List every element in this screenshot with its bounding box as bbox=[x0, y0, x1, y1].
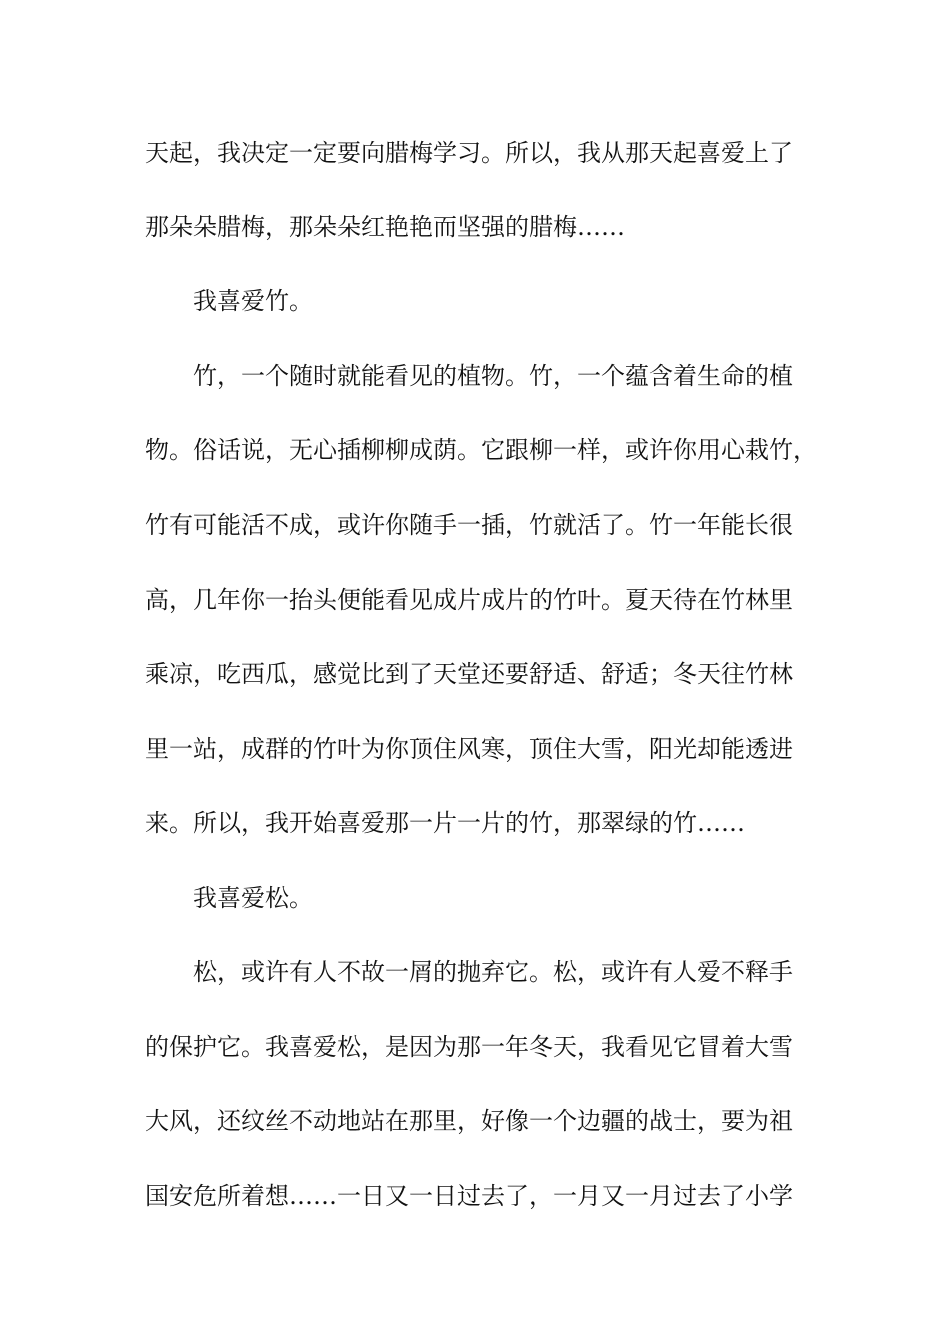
text-line: 那朵朵腊梅，那朵朵红艳艳而坚强的腊梅…… bbox=[145, 213, 625, 241]
text-line: 物。俗话说，无心插柳柳成荫。它跟柳一样，或许你用心栽竹， bbox=[145, 436, 817, 464]
text-line: 国安危所着想……一日又一日过去了，一月又一月过去了小学 bbox=[145, 1182, 793, 1210]
text-line: 竹有可能活不成，或许你随手一插，竹就活了。竹一年能长很 bbox=[145, 511, 793, 539]
paragraph-heading-bamboo: 我喜爱竹。 bbox=[193, 287, 313, 315]
text-line: 乘凉，吃西瓜，感觉比到了天堂还要舒适、舒适；冬天往竹林 bbox=[145, 660, 793, 688]
paragraph-heading-pine: 我喜爱松。 bbox=[193, 884, 313, 912]
text-line: 里一站，成群的竹叶为你顶住风寒，顶住大雪，阳光却能透进 bbox=[145, 735, 793, 763]
text-line: 大风，还纹丝不动地站在那里，好像一个边疆的战士，要为祖 bbox=[145, 1107, 793, 1135]
text-line: 的保护它。我喜爱松，是因为那一年冬天，我看见它冒着大雪 bbox=[145, 1033, 793, 1061]
text-line: 天起，我决定一定要向腊梅学习。所以，我从那天起喜爱上了 bbox=[145, 139, 793, 167]
text-line: 竹，一个随时就能看见的植物。竹，一个蕴含着生命的植 bbox=[193, 362, 793, 390]
text-line: 高，几年你一抬头便能看见成片成片的竹叶。夏天待在竹林里 bbox=[145, 586, 793, 614]
text-line: 松，或许有人不故一屑的抛弃它。松，或许有人爱不释手 bbox=[193, 958, 793, 986]
text-line: 来。所以，我开始喜爱那一片一片的竹，那翠绿的竹…… bbox=[145, 809, 745, 837]
